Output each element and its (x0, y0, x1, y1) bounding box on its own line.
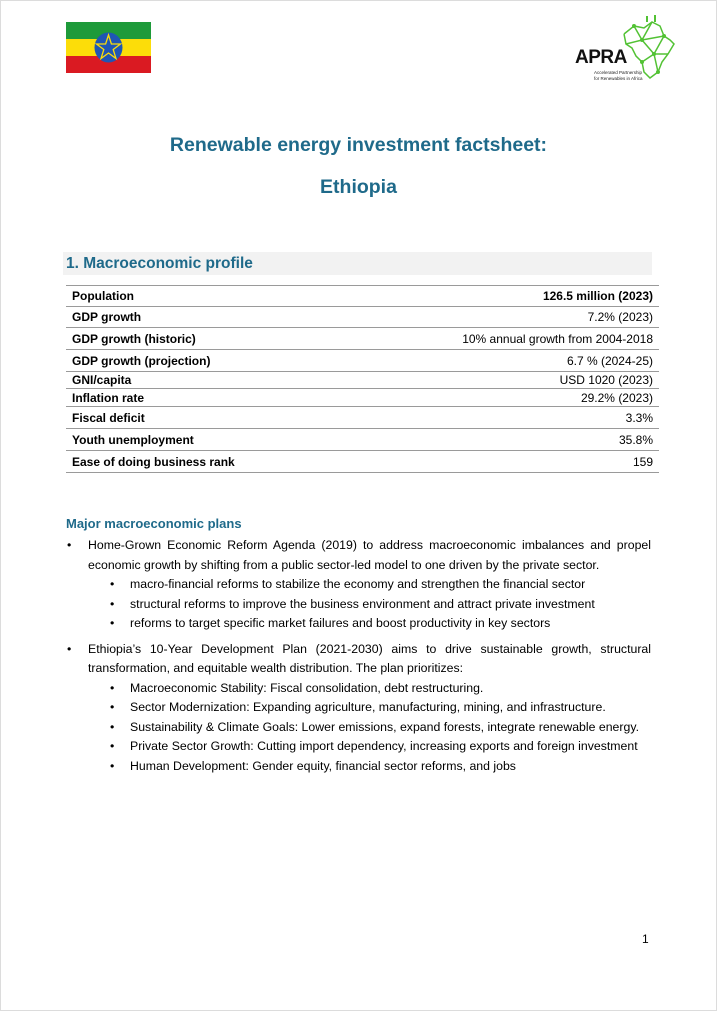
table-row-label: GDP growth (historic) (66, 328, 340, 350)
plan-subitem-text: reforms to target specific market failures and boost productivity in key sectors (130, 616, 551, 630)
plan-subitem (66, 614, 651, 634)
plan-subitem-text: structural reforms to improve the business environment and attract private investment (130, 596, 595, 611)
plan-subitem (66, 575, 651, 595)
document-title: Renewable energy investment factsheet: (169, 134, 548, 156)
bullet-icon: • (110, 700, 115, 714)
bullet-icon: • (110, 739, 115, 753)
table-row (66, 328, 659, 350)
macroeconomic-table (66, 285, 659, 473)
table-row-value: 10% annual growth from 2004-2018 (340, 328, 659, 350)
ethiopia-flag-icon (66, 22, 151, 73)
table-row (66, 389, 659, 407)
table-row (66, 407, 659, 429)
plan-subitem (66, 757, 651, 777)
plans-heading: Major macroeconomic plans (66, 516, 242, 531)
bullet-icon: • (110, 680, 115, 695)
table-row (66, 286, 659, 307)
table-row-label: Population (66, 286, 340, 307)
plan-item-text: Ethiopia’s 10-Year Development Plan (2021-2030) aims to drive sustainable growth, structural transformation, and equitable wealth distribution. The plan prioritizes: (88, 641, 651, 675)
document-subtitle-country: Ethiopia (320, 176, 397, 198)
plan-subitem-text: macro-financial reforms to stabilize the economy and strengthen the financial sector (130, 577, 586, 591)
table-row-label: GDP growth (66, 307, 340, 328)
plan-subitem-text: Private Sector Growth: Cutting import dependency, increasing exports and foreign investment (130, 739, 638, 753)
apra-tagline-1: Accelerated Partnership (594, 70, 643, 75)
table-row (66, 372, 659, 389)
bullet-icon: • (110, 616, 115, 630)
table-row-value: 6.7 % (2024-25) (340, 350, 659, 372)
table-row-value: 35.8% (340, 429, 659, 451)
bullet-icon: • (110, 596, 115, 611)
table-row (66, 429, 659, 451)
table-row-value: 3.3% (340, 407, 659, 429)
table-row (66, 307, 659, 328)
plan-subitem (66, 718, 651, 738)
plans-list (66, 536, 651, 776)
bullet-icon: • (110, 577, 115, 591)
table-row (66, 350, 659, 372)
apra-logo-text: APRA (575, 47, 627, 68)
table-row-label: Youth unemployment (66, 429, 340, 451)
table-row-value: 159 (340, 451, 659, 473)
plan-subitem-text: Human Development: Gender equity, financial sector reforms, and jobs (130, 758, 516, 773)
plan-subitem (66, 737, 651, 757)
plan-subitem-text: Macroeconomic Stability: Fiscal consolidation, debt restructuring. (130, 680, 484, 695)
plan-subitem (66, 595, 651, 615)
plan-item (66, 640, 651, 679)
table-row-value: USD 1020 (2023) (340, 372, 659, 389)
bullet-icon: • (67, 538, 72, 552)
plan-subitem-text: Sector Modernization: Expanding agriculture, manufacturing, mining, and infrastructure. (130, 700, 606, 714)
table-row-value: 29.2% (2023) (340, 389, 659, 407)
bullet-icon: • (110, 719, 115, 734)
table-row-value: 7.2% (2023) (340, 307, 659, 328)
section-heading-macroeconomic-profile: 1. Macroeconomic profile (66, 255, 253, 272)
plan-subitem-text: Sustainability & Climate Goals: Lower emissions, expand forests, integrate renewable energy. (130, 719, 639, 734)
plan-subitem (66, 679, 651, 699)
table-row-label: GNI/capita (66, 372, 340, 389)
plan-item (66, 536, 651, 575)
table-row-label: Inflation rate (66, 389, 340, 407)
table-row-label: Fiscal deficit (66, 407, 340, 429)
bullet-icon: • (67, 641, 72, 656)
table-row (66, 451, 659, 473)
bullet-icon: • (110, 758, 115, 773)
table-row-label: GDP growth (projection) (66, 350, 340, 372)
table-row-value: 126.5 million (2023) (340, 286, 659, 307)
apra-tagline-2: for Renewables in Africa (594, 76, 643, 81)
plan-subitem (66, 698, 651, 718)
table-row-label: Ease of doing business rank (66, 451, 340, 473)
plan-item-text: Home-Grown Economic Reform Agenda (2019) to address macroeconomic imbalances and propel economic growth by shifting from a public sector-led model to one driven by the private sector. (88, 538, 651, 572)
page-number: 1 (642, 932, 649, 946)
